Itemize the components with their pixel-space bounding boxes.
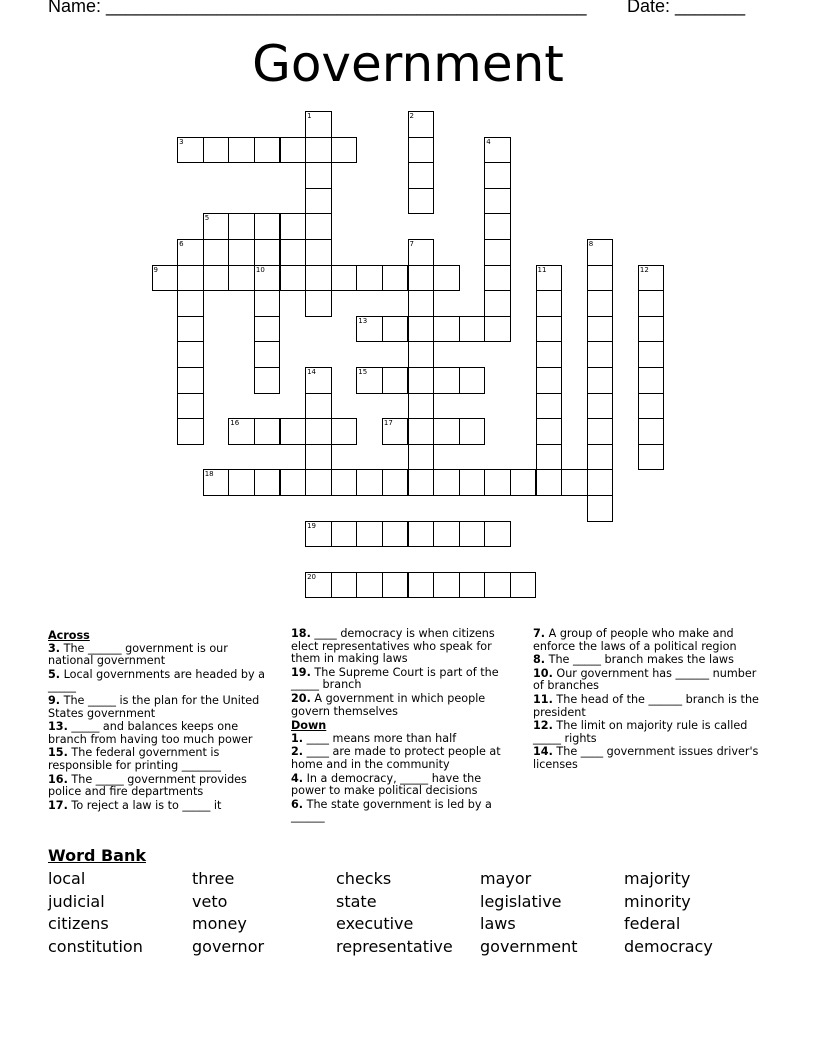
crossword-cell[interactable]	[254, 137, 281, 164]
crossword-cell[interactable]	[305, 162, 332, 189]
crossword-cell[interactable]	[177, 367, 204, 394]
crossword-cell[interactable]	[356, 316, 383, 343]
word-bank-item: money	[192, 914, 247, 934]
clue-number: 1	[307, 112, 312, 120]
crossword-cell[interactable]	[331, 418, 358, 445]
word-bank-item: laws	[480, 914, 516, 934]
crossword-cell[interactable]	[587, 290, 614, 317]
crossword-cell[interactable]	[638, 393, 665, 420]
crossword-cell[interactable]	[408, 316, 435, 343]
crossword-cell[interactable]	[587, 239, 614, 266]
crossword-cell[interactable]	[433, 469, 460, 496]
clue-number: 10	[255, 265, 265, 274]
crossword-cell[interactable]	[408, 367, 435, 394]
crossword-cell[interactable]	[536, 418, 563, 445]
word-bank-item: citizens	[48, 914, 109, 934]
crossword-cell[interactable]	[203, 239, 230, 266]
crossword-cell[interactable]	[382, 572, 409, 599]
crossword-cell[interactable]	[305, 111, 332, 138]
page-title: Government	[252, 35, 564, 93]
clue-across-19: 19. The Supreme Court is part of the _____ branch	[291, 665, 499, 692]
clue-number: 14	[307, 368, 317, 376]
crossword-cell[interactable]	[254, 316, 281, 343]
crossword-cell[interactable]	[459, 572, 486, 599]
clues-column-1	[48, 628, 276, 813]
crossword-cell[interactable]	[254, 341, 281, 368]
crossword-cell[interactable]	[459, 316, 486, 343]
crossword-cell[interactable]	[305, 418, 332, 445]
clue-down-10: 10. Our government has ______ number of branches	[533, 666, 757, 693]
crossword-cell[interactable]	[536, 393, 563, 420]
crossword-cell[interactable]	[408, 341, 435, 368]
crossword-cell[interactable]	[305, 213, 332, 240]
crossword-cell[interactable]	[484, 239, 511, 266]
crossword-cell[interactable]	[254, 239, 281, 266]
clue-down-1: 1. ____ means more than half	[291, 731, 457, 745]
word-bank-item: veto	[192, 891, 228, 911]
date-field[interactable]: Date: _______	[627, 0, 746, 16]
name-field[interactable]: Name: ________________________________________________	[48, 0, 587, 16]
crossword-cell[interactable]	[331, 137, 358, 164]
clue-number: 19	[307, 521, 317, 530]
crossword-cell[interactable]	[305, 521, 332, 548]
crossword-cell[interactable]	[305, 469, 332, 496]
crossword-cell[interactable]	[638, 316, 665, 343]
crossword-cell[interactable]	[433, 367, 460, 394]
crossword-cell[interactable]	[280, 469, 307, 496]
clues-column-3	[533, 628, 769, 773]
crossword-cell[interactable]	[536, 444, 563, 471]
crossword-cell[interactable]	[433, 572, 460, 599]
crossword-cell[interactable]	[459, 521, 486, 548]
crossword-cell[interactable]	[484, 265, 511, 292]
crossword-cell[interactable]	[484, 521, 511, 548]
crossword-cell[interactable]	[484, 316, 511, 343]
crossword-cell[interactable]	[177, 418, 204, 445]
crossword-cell[interactable]	[305, 188, 332, 215]
crossword-cell[interactable]	[356, 521, 383, 548]
crossword-cell[interactable]	[536, 290, 563, 317]
crossword-cell[interactable]	[587, 495, 614, 522]
crossword-cell[interactable]	[382, 521, 409, 548]
word-bank-item: local	[48, 869, 86, 888]
crossword-cell[interactable]	[459, 418, 486, 445]
crossword-cell[interactable]	[254, 290, 281, 317]
crossword-cell[interactable]	[408, 572, 435, 599]
word-bank-item: checks	[336, 869, 392, 888]
crossword-cell[interactable]	[356, 265, 383, 292]
crossword-cell[interactable]	[638, 418, 665, 445]
clue-across-16: 16. The _____ government provides police and fire departments	[48, 772, 247, 799]
clue-number: 2	[409, 112, 414, 120]
crossword-cell[interactable]	[536, 265, 563, 292]
crossword-cell[interactable]	[587, 265, 614, 292]
across-heading: Across	[48, 629, 90, 642]
crossword-cell[interactable]	[587, 444, 614, 471]
crossword-cell[interactable]	[177, 137, 204, 164]
crossword-cell[interactable]	[280, 137, 307, 164]
clue-number: 8	[588, 240, 594, 248]
word-bank-item: mayor	[480, 869, 532, 888]
crossword-cell[interactable]	[254, 367, 281, 394]
crossword-cell[interactable]	[331, 521, 358, 548]
word-bank-item: federal	[624, 914, 681, 934]
crossword-cell[interactable]	[305, 367, 332, 394]
word-bank-item: governor	[192, 936, 265, 956]
crossword-cell[interactable]	[331, 469, 358, 496]
crossword-cell[interactable]	[587, 469, 614, 496]
word-bank-title: Word Bank	[48, 846, 147, 865]
word-bank-item: state	[336, 891, 377, 911]
crossword-cell[interactable]	[228, 418, 255, 445]
clue-number: 17	[383, 419, 393, 428]
clue-down-6: 6. The state government is led by a ______	[291, 797, 492, 824]
crossword-cell[interactable]	[638, 367, 665, 394]
clue-number: 4	[486, 137, 491, 146]
crossword-cell[interactable]	[203, 213, 230, 240]
crossword-cell[interactable]	[177, 290, 204, 317]
clue-number: 9	[153, 265, 158, 274]
crossword-cell[interactable]	[408, 162, 435, 189]
clue-down-2: 2. ____ are made to protect people at home and in the community	[291, 745, 501, 771]
crossword-cell[interactable]	[228, 469, 255, 496]
crossword-cell[interactable]	[408, 265, 435, 292]
down-heading: Down	[291, 719, 327, 733]
clue-across-18: 18. ____ democracy is when citizens elect representatives who speak for them in making laws	[291, 627, 495, 666]
crossword-cell[interactable]	[638, 265, 665, 292]
crossword-cell[interactable]	[254, 469, 281, 496]
crossword-cell[interactable]	[305, 572, 332, 599]
crossword-cell[interactable]	[305, 393, 332, 420]
crossword-cell[interactable]	[484, 162, 511, 189]
crossword-cell[interactable]	[459, 469, 486, 496]
word-bank-item: majority	[624, 869, 691, 888]
crossword-cell[interactable]	[177, 239, 204, 266]
crossword-cell[interactable]	[356, 469, 383, 496]
crossword-cell[interactable]	[408, 290, 435, 317]
clue-across-9: 9. The _____ is the plan for the United States government	[48, 693, 260, 720]
clue-number: 13	[358, 316, 368, 325]
crossword-cell[interactable]	[305, 290, 332, 317]
crossword-cell[interactable]	[510, 469, 537, 496]
clue-number: 7	[409, 240, 414, 248]
crossword-cell[interactable]	[587, 393, 614, 420]
clue-down-11: 11. The head of the ______ branch is the president	[533, 692, 759, 719]
crossword-cell[interactable]	[254, 213, 281, 240]
crossword-cell[interactable]	[638, 290, 665, 317]
clue-number: 3	[179, 137, 184, 146]
crossword-cell[interactable]	[408, 469, 435, 496]
crossword-cell[interactable]	[484, 469, 511, 496]
crossword-cell[interactable]	[433, 418, 460, 445]
crossword-cell[interactable]	[484, 290, 511, 317]
word-bank-item: three	[192, 869, 235, 888]
crossword-cell[interactable]	[177, 341, 204, 368]
crossword-cell[interactable]	[382, 469, 409, 496]
word-bank-item: representative	[336, 936, 453, 956]
crossword-cell[interactable]	[305, 137, 332, 164]
crossword-cell[interactable]	[561, 469, 588, 496]
crossword-cell[interactable]	[459, 367, 486, 394]
crossword-cell[interactable]	[382, 265, 409, 292]
word-bank-item: democracy	[624, 936, 713, 956]
clue-across-13: 13. _____ and balances keeps one branch from having too much power	[48, 720, 253, 746]
clue-down-12: 12. The limit on majority rule is called _____ rights	[533, 719, 748, 745]
crossword-cell[interactable]	[280, 418, 307, 445]
clue-across-17: 17. To reject a law is to _____ it	[48, 798, 222, 812]
crossword-cell[interactable]	[331, 265, 358, 292]
crossword-cell[interactable]	[484, 572, 511, 599]
crossword-cell[interactable]	[510, 572, 537, 599]
crossword-cell[interactable]	[228, 265, 255, 292]
clue-number: 11	[537, 265, 547, 274]
word-bank-item: minority	[624, 891, 691, 911]
word-bank-item: executive	[336, 914, 414, 934]
clue-across-3: 3. The ______ government is our national government	[48, 641, 228, 668]
crossword-cell[interactable]	[433, 265, 460, 292]
crossword-cell[interactable]	[382, 367, 409, 394]
crossword-cell[interactable]	[228, 137, 255, 164]
crossword-cell[interactable]	[152, 265, 179, 292]
crossword-cell[interactable]	[536, 469, 563, 496]
crossword-cell[interactable]	[408, 444, 435, 471]
crossword-cell[interactable]	[356, 367, 383, 394]
crossword-cell[interactable]	[203, 137, 230, 164]
crossword-cell[interactable]	[331, 572, 358, 599]
clue-number: 15	[358, 368, 368, 376]
crossword-cell[interactable]	[484, 137, 511, 164]
clue-across-15: 15. The federal government is responsible for printing _______	[48, 746, 221, 772]
crossword-cell[interactable]	[408, 418, 435, 445]
crossword-cell[interactable]	[177, 265, 204, 292]
crossword-cell[interactable]	[254, 265, 281, 292]
crossword-cell[interactable]	[356, 572, 383, 599]
crossword-cell[interactable]	[587, 418, 614, 445]
crossword-cell[interactable]	[254, 418, 281, 445]
word-bank-item: judicial	[48, 891, 105, 911]
clue-down-8: 8. The _____ branch makes the laws	[533, 653, 734, 667]
clue-number: 20	[307, 572, 317, 581]
crossword-cell[interactable]	[484, 188, 511, 215]
crossword-cell[interactable]	[536, 341, 563, 368]
word-bank-item: constitution	[48, 936, 143, 956]
crossword-cell[interactable]	[408, 239, 435, 266]
clue-across-20: 20. A government in which people govern themselves	[291, 691, 486, 718]
crossword-cell[interactable]	[638, 341, 665, 368]
crossword-cell[interactable]	[408, 111, 435, 138]
crossword-cell[interactable]	[536, 316, 563, 343]
crossword-cell[interactable]	[484, 213, 511, 240]
crossword-cell[interactable]	[408, 188, 435, 215]
crossword-cell[interactable]	[177, 393, 204, 420]
crossword-cell[interactable]	[280, 239, 307, 266]
clue-number: 18	[204, 470, 214, 479]
crossword-cell[interactable]	[638, 444, 665, 471]
crossword-cell[interactable]	[382, 418, 409, 445]
crossword-cell[interactable]	[280, 213, 307, 240]
crossword-cell[interactable]	[203, 265, 230, 292]
crossword-cell[interactable]	[408, 137, 435, 164]
crossword-cell[interactable]	[382, 316, 409, 343]
clue-number: 5	[204, 214, 210, 223]
crossword-cell[interactable]	[433, 316, 460, 343]
crossword-cell[interactable]	[305, 265, 332, 292]
clue-down-14: 14. The ____ government issues driver's licenses	[533, 745, 759, 771]
crossword-cell[interactable]	[280, 265, 307, 292]
crossword-cell[interactable]	[228, 213, 255, 240]
crossword-cell[interactable]	[305, 444, 332, 471]
clue-across-5: 5. Local governments are headed by a _____	[48, 667, 266, 694]
crossword-cell[interactable]	[536, 367, 563, 394]
crossword-cell[interactable]	[305, 239, 332, 266]
crossword-cell[interactable]	[433, 521, 460, 548]
crossword-cell[interactable]	[408, 393, 435, 420]
word-bank-item: government	[480, 936, 578, 956]
crossword-cell[interactable]	[587, 341, 614, 368]
crossword-cell[interactable]	[587, 316, 614, 343]
clue-number: 6	[179, 240, 184, 248]
word-bank-item: legislative	[480, 891, 562, 911]
clue-down-7: 7. A group of people who make and enforce the laws of a political region	[533, 627, 737, 653]
clues-column-2	[291, 628, 517, 825]
clue-number: 12	[639, 265, 649, 274]
crossword-cell[interactable]	[228, 239, 255, 266]
crossword-cell[interactable]	[587, 367, 614, 394]
crossword-cell[interactable]	[203, 469, 230, 496]
clue-number: 16	[230, 419, 240, 428]
crossword-cell[interactable]	[408, 521, 435, 548]
clue-down-4: 4. In a democracy, _____ have the power to make political decisions	[291, 771, 482, 798]
crossword-cell[interactable]	[177, 316, 204, 343]
